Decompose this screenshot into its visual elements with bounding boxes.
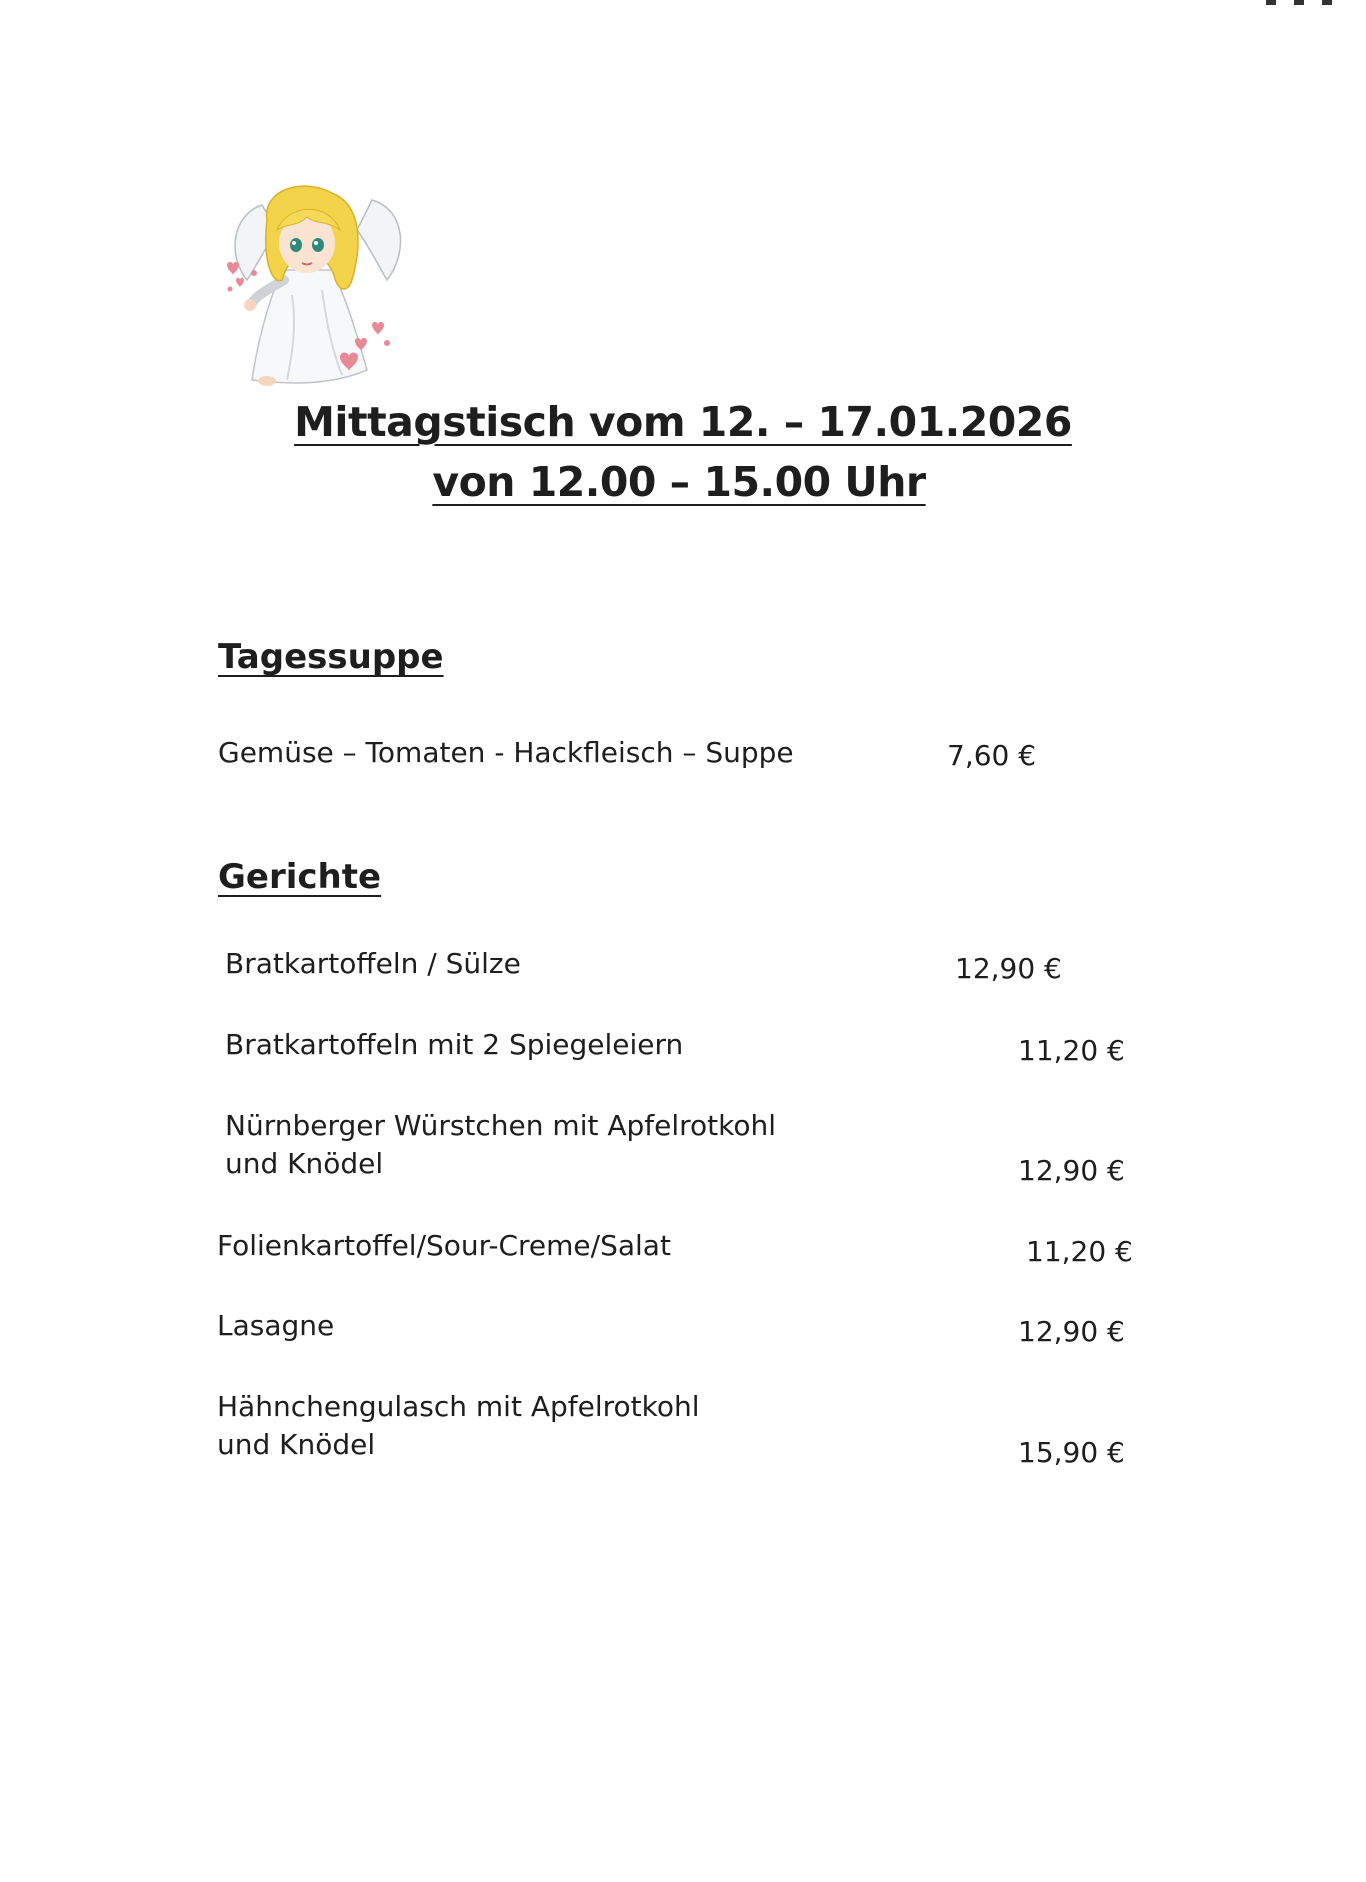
menu-item-name-continued: und Knödel [225,1147,384,1180]
section-heading-dishes: Gerichte [218,857,382,897]
section-heading-soup: Tagessuppe [218,637,444,677]
angel-illustration-icon [222,185,412,390]
menu-item-name: Lasagne [217,1309,335,1342]
menu-item-price: 12,90 € [1018,1315,1125,1348]
menu-item-name: Hähnchengulasch mit Apfelrotkohl [217,1390,700,1423]
menu-time: von 12.00 – 15.00 Uhr [432,458,926,506]
menu-item-price: 11,20 € [1026,1235,1133,1268]
menu-title: Mittagstisch vom 12. – 17.01.2026 [294,398,1072,446]
menu-item-price: 15,90 € [1018,1436,1125,1469]
menu-item-name-continued: und Knödel [217,1428,376,1461]
menu-item-price: 11,20 € [1018,1034,1125,1067]
menu-item-name: Bratkartoffeln / Sülze [225,947,521,980]
menu-item-name: Nürnberger Würstchen mit Apfelrotkohl [225,1109,777,1142]
menu-item-price: 12,90 € [955,952,1062,985]
menu-item-name: Gemüse – Tomaten - Hackfleisch – Suppe [218,736,794,769]
menu-item-name: Bratkartoffeln mit 2 Spiegeleiern [225,1028,684,1061]
menu-item-price: 12,90 € [1018,1154,1125,1187]
menu-item-price: 7,60 € [947,739,1037,772]
menu-item-name: Folienkartoffel/Sour-Creme/Salat [217,1229,671,1262]
scan-edge-mark [1266,0,1336,6]
